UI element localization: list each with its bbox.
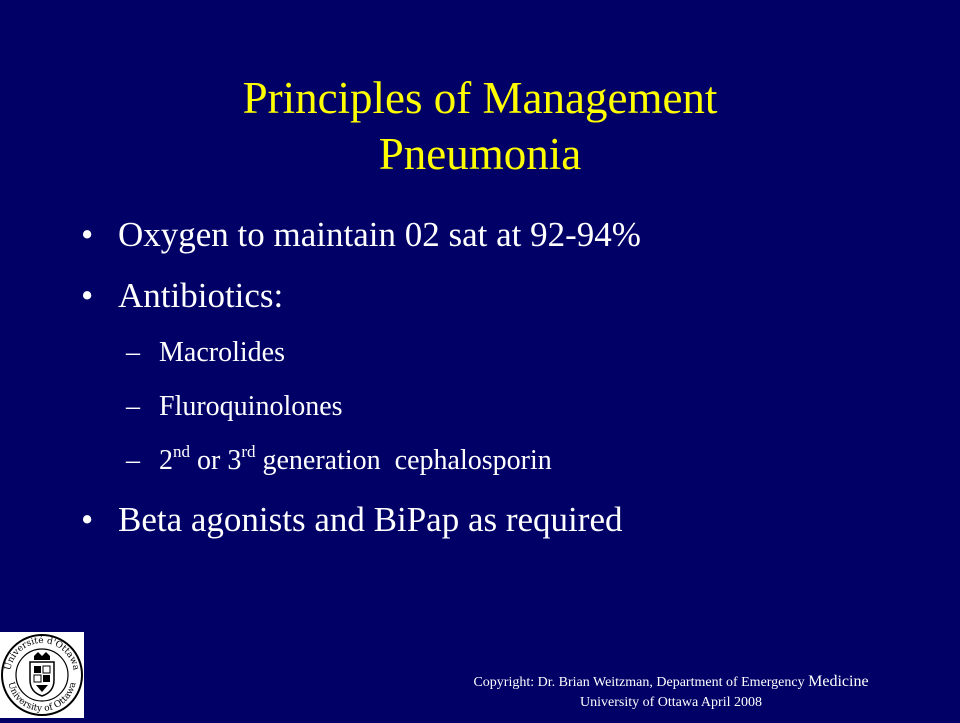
slide-title-line-2: Pneumonia <box>378 129 582 179</box>
seal-bottom-text: University of Ottawa <box>5 680 79 715</box>
copyright-medicine: Medicine <box>808 673 869 690</box>
ceph-mid: or 3 <box>190 445 242 476</box>
sub-bullet-marker: – <box>126 445 140 476</box>
bullet-marker: • <box>81 276 94 315</box>
copyright-footer <box>440 672 902 713</box>
sub-bullet-marker: – <box>126 337 140 368</box>
bullet-marker: • <box>81 500 94 539</box>
bullet-text: Beta agonists and BiPap as required <box>118 500 623 539</box>
sub-bullet-fluroquinolones <box>126 391 343 423</box>
svg-text:Université d'Ottawa <box>3 635 80 672</box>
bullet-beta-agonists <box>81 500 623 540</box>
sub-bullet-text: Macrolides <box>159 337 285 368</box>
university-seal-icon <box>0 632 84 718</box>
ceph-num-1: 2 <box>159 445 173 476</box>
copyright-text: Copyright: Dr. Brian Weitzman, Department of Emergency <box>473 675 809 690</box>
bullet-antibiotics <box>81 276 284 316</box>
copyright-line-1 <box>440 672 902 693</box>
ceph-rest: generation cephalosporin <box>255 445 552 476</box>
sub-bullet-cephalosporin <box>126 442 552 477</box>
sub-bullet-marker: – <box>126 391 140 422</box>
ceph-sup-2: rd <box>241 442 256 461</box>
bullet-text: Oxygen to maintain 02 sat at 92-94% <box>118 215 641 254</box>
ceph-sup-1: nd <box>173 442 190 461</box>
copyright-line-2: University of Ottawa April 2008 <box>580 695 762 710</box>
slide-title-line-1: Principles of Management <box>242 73 718 123</box>
bullet-text: Antibiotics: <box>118 276 284 315</box>
university-seal <box>0 632 84 718</box>
sub-bullet-text: Fluroquinolones <box>159 391 343 422</box>
bullet-marker: • <box>81 215 94 254</box>
sub-bullet-macrolides <box>126 337 285 369</box>
bullet-oxygen <box>81 215 641 255</box>
seal-top-text: Université d'Ottawa <box>3 635 81 672</box>
